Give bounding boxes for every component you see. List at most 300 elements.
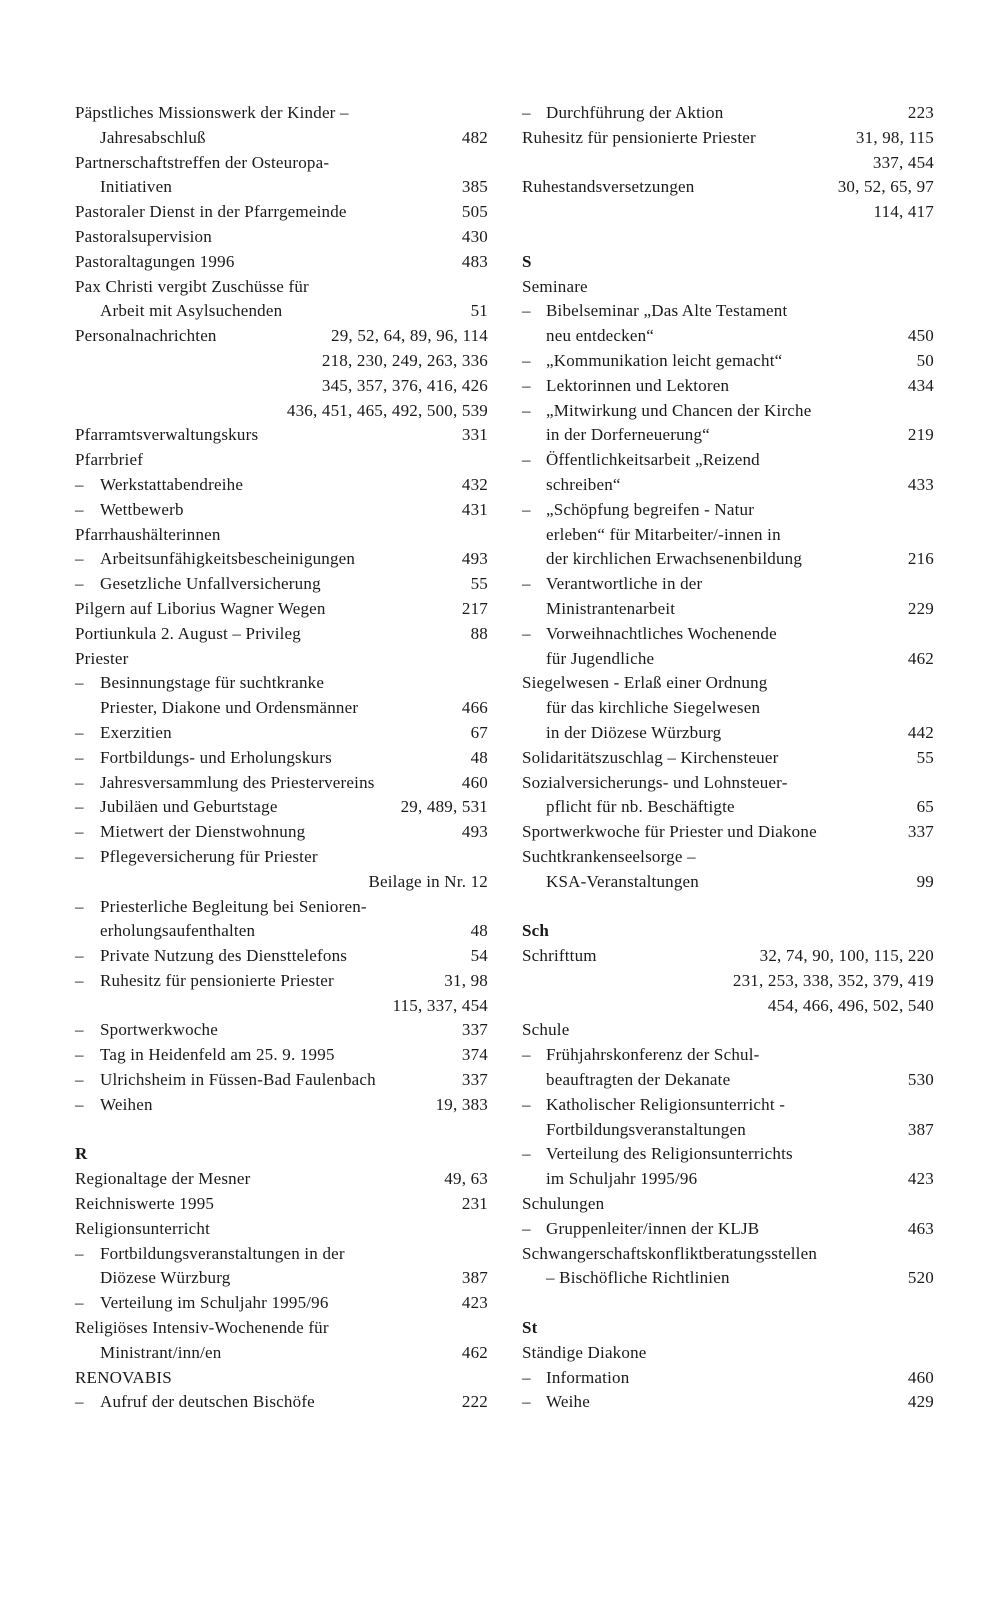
page-numbers: 423 xyxy=(907,1169,934,1189)
page-numbers: 219 xyxy=(907,425,934,445)
entry-label: Initiativen xyxy=(100,177,173,197)
entry-label: Pastoraler Dienst in der Pfarrgemeinde xyxy=(75,202,347,222)
entry-label: Tag in Heidenfeld am 25. 9. 1995 xyxy=(100,1045,335,1065)
entry-label: Schrifttum xyxy=(522,946,597,966)
index-entry xyxy=(75,299,488,324)
index-entry xyxy=(522,1043,934,1068)
index-entry xyxy=(75,275,488,300)
entry-label: Diözese Würzburg xyxy=(100,1268,231,1288)
page-numbers: 218, 230, 249, 263, 336 xyxy=(321,350,488,370)
index-entry xyxy=(522,1266,934,1291)
index-entry xyxy=(522,771,934,796)
subentry-dash: – xyxy=(522,1392,531,1412)
index-entry xyxy=(75,250,488,275)
page-numbers: 49, 63 xyxy=(444,1169,488,1189)
entry-label: neu entdecken“ xyxy=(546,326,655,346)
page-numbers: 88 xyxy=(470,623,488,643)
index-entry xyxy=(522,175,934,200)
subentry-dash: – xyxy=(522,1094,531,1114)
subentry-dash: – xyxy=(522,1218,531,1238)
entry-label: Päpstliches Missionswerk der Kinder – xyxy=(75,103,349,122)
entry-label: Besinnungstage für suchtkranke xyxy=(100,673,325,693)
entry-label: Ulrichsheim in Füssen-Bad Faulenbach xyxy=(100,1070,376,1090)
entry-label: erholungsaufenthalten xyxy=(100,921,256,941)
index-entry xyxy=(75,200,488,225)
page-numbers: 337, 454 xyxy=(872,152,934,172)
index-entry xyxy=(522,1118,934,1143)
index-entry xyxy=(522,101,934,126)
entry-label: Schwangerschaftskonfliktberatungsstellen xyxy=(522,1243,818,1263)
entry-label: Jahresabschluß xyxy=(100,127,206,147)
entry-label: Pastoralsupervision xyxy=(75,226,212,246)
index-entry xyxy=(75,151,488,176)
page-numbers: Beilage in Nr. 12 xyxy=(368,871,488,891)
entry-label: im Schuljahr 1995/96 xyxy=(546,1169,698,1189)
page-numbers: 29, 489, 531 xyxy=(400,797,488,817)
page-numbers: 431 xyxy=(461,499,488,519)
entry-label: Suchtkrankenseelsorge – xyxy=(522,846,696,866)
entry-label: erleben“ für Mitarbeiter/-innen in xyxy=(546,524,781,544)
entry-label: Siegelwesen - Erlaß einer Ordnung xyxy=(522,673,768,693)
index-entry xyxy=(522,1167,934,1192)
subentry-dash: – xyxy=(75,747,84,767)
page-numbers: 460 xyxy=(907,1367,934,1387)
entry-label: Verteilung im Schuljahr 1995/96 xyxy=(100,1293,329,1313)
index-entry xyxy=(75,721,488,746)
entry-label: Weihe xyxy=(546,1392,590,1412)
entry-label: beauftragten der Dekanate xyxy=(546,1070,731,1090)
entry-label: Vorweihnachtliches Wochenende xyxy=(546,623,777,643)
index-entry xyxy=(75,1018,488,1043)
subentry-dash: – xyxy=(75,797,84,817)
index-entry xyxy=(75,423,488,448)
subentry-dash: – xyxy=(522,301,531,321)
index-entry xyxy=(522,845,934,870)
index-entry xyxy=(75,1068,488,1093)
index-entry xyxy=(522,547,934,572)
page-numbers: 483 xyxy=(461,251,488,271)
subentry-dash: – xyxy=(522,350,531,370)
section-letter-heading xyxy=(522,1316,934,1341)
index-entry xyxy=(75,448,488,473)
index-entry xyxy=(522,523,934,548)
entry-label: Fortbildungs- und Erholungskurs xyxy=(100,747,332,767)
page-numbers: 231 xyxy=(461,1194,488,1214)
page-numbers: 55 xyxy=(470,574,488,594)
entry-label: Verantwortliche in der xyxy=(546,574,703,594)
page-numbers: 31, 98, 115 xyxy=(855,127,934,147)
index-entry xyxy=(75,101,488,126)
index-entry xyxy=(75,349,488,374)
page-numbers: 50 xyxy=(916,350,934,370)
page-numbers: 429 xyxy=(907,1392,934,1412)
page-numbers: 114, 417 xyxy=(873,202,934,222)
entry-label: Private Nutzung des Diensttelefons xyxy=(100,946,348,966)
entry-label: Religionsunterricht xyxy=(75,1218,211,1238)
index-entry xyxy=(522,324,934,349)
index-entry xyxy=(522,721,934,746)
index-entry xyxy=(75,969,488,994)
subentry-dash: – xyxy=(75,1020,84,1040)
entry-label: Fortbildungsveranstaltungen in der xyxy=(100,1243,345,1263)
page-numbers: 430 xyxy=(461,226,488,246)
page-numbers: 54 xyxy=(470,946,488,966)
entry-label: Pastoraltagungen 1996 xyxy=(75,251,235,271)
entry-label: Gruppenleiter/innen der KLJB xyxy=(546,1218,760,1238)
page-numbers: 48 xyxy=(470,747,488,767)
page-numbers: 32, 74, 90, 100, 115, 220 xyxy=(759,946,934,966)
entry-label: Pflegeversicherung für Priester xyxy=(100,846,318,866)
index-entry xyxy=(75,795,488,820)
index-entry xyxy=(522,1192,934,1217)
index-entry xyxy=(522,870,934,895)
index-entry xyxy=(75,1043,488,1068)
subentry-dash: – xyxy=(75,574,84,594)
entry-label: Fortbildungsveranstaltungen xyxy=(546,1119,746,1139)
subentry-dash: – xyxy=(75,1070,84,1090)
page-numbers: 463 xyxy=(907,1218,934,1238)
page-numbers: 29, 52, 64, 89, 96, 114 xyxy=(331,326,488,346)
index-entry xyxy=(75,175,488,200)
page-numbers: 229 xyxy=(907,598,934,618)
index-entry xyxy=(75,994,488,1019)
index-entry xyxy=(75,1093,488,1118)
page-numbers: 423 xyxy=(461,1293,488,1313)
page-numbers: 337 xyxy=(907,822,934,842)
index-entry xyxy=(75,1316,488,1341)
entry-label: für Jugendliche xyxy=(546,648,655,668)
subentry-dash: – xyxy=(522,103,531,122)
index-entry xyxy=(75,1242,488,1267)
subentry-dash: – xyxy=(522,574,531,594)
entry-label: Lektorinnen und Lektoren xyxy=(546,375,730,395)
section-spacer xyxy=(522,1291,934,1316)
subentry-dash: – xyxy=(75,1094,84,1114)
index-entry xyxy=(75,944,488,969)
entry-label: Pfarrbrief xyxy=(75,450,144,470)
page-numbers: 374 xyxy=(461,1045,488,1065)
index-entry xyxy=(522,994,934,1019)
entry-label: Exerzitien xyxy=(100,722,172,742)
entry-label: Arbeitsunfähigkeitsbescheinigungen xyxy=(100,549,356,569)
section-spacer xyxy=(522,225,934,250)
page-numbers: 433 xyxy=(907,474,934,494)
entry-label: Sozialversicherungs- und Lohnsteuer- xyxy=(522,772,788,792)
page-numbers: 505 xyxy=(461,202,488,222)
entry-label: pflicht für nb. Beschäftigte xyxy=(546,797,735,817)
index-entry xyxy=(75,1192,488,1217)
page-numbers: 217 xyxy=(461,598,488,618)
page-numbers: 530 xyxy=(907,1070,934,1090)
page-numbers: 223 xyxy=(907,103,934,122)
page-numbers: 345, 357, 376, 416, 426 xyxy=(321,375,488,395)
page-numbers: 462 xyxy=(461,1342,488,1362)
index-entry xyxy=(75,547,488,572)
page-numbers: 51 xyxy=(470,301,488,321)
index-entry xyxy=(522,126,934,151)
entry-label: Bibelseminar „Das Alte Testament xyxy=(546,301,788,321)
index-entry xyxy=(522,423,934,448)
index-entry xyxy=(522,944,934,969)
subentry-dash: – xyxy=(75,1045,84,1065)
entry-label: Ständige Diakone xyxy=(522,1342,647,1362)
index-entry xyxy=(522,622,934,647)
subentry-dash: – xyxy=(522,400,531,420)
index-entry xyxy=(75,1266,488,1291)
page-numbers: 231, 253, 338, 352, 379, 419 xyxy=(732,970,934,990)
subentry-dash: – xyxy=(522,1144,531,1164)
entry-label: Gesetzliche Unfallversicherung xyxy=(100,574,321,594)
entry-label: Information xyxy=(546,1367,630,1387)
entry-label: Sportwerkwoche für Priester und Diakone xyxy=(522,822,817,842)
subentry-dash: – xyxy=(75,1293,84,1313)
page-numbers: 432 xyxy=(461,474,488,494)
subentry-dash: – xyxy=(75,772,84,792)
subentry-dash: – xyxy=(75,499,84,519)
index-entry xyxy=(75,374,488,399)
page-numbers: 331 xyxy=(461,425,488,445)
entry-label: Arbeit mit Asylsuchenden xyxy=(100,301,283,321)
heading-text: R xyxy=(75,1144,88,1164)
subentry-dash: – xyxy=(522,1045,531,1065)
entry-label: Jubiläen und Geburtstage xyxy=(100,797,278,817)
entry-label: Katholischer Religionsunterricht - xyxy=(546,1094,786,1114)
index-entry xyxy=(522,1366,934,1391)
entry-label: Sportwerkwoche xyxy=(100,1020,218,1040)
index-entry xyxy=(522,1018,934,1043)
page-numbers: 434 xyxy=(907,375,934,395)
index-entry xyxy=(522,299,934,324)
entry-label: Weihen xyxy=(100,1094,153,1114)
subentry-dash: – xyxy=(522,499,531,519)
entry-label: Durchführung der Aktion xyxy=(546,103,724,122)
page-numbers: 65 xyxy=(916,797,934,817)
page-numbers: 460 xyxy=(461,772,488,792)
index-entry xyxy=(522,1217,934,1242)
entry-label: Ruhesitz für pensionierte Priester xyxy=(522,127,756,147)
index-entry xyxy=(75,895,488,920)
page-numbers: 387 xyxy=(907,1119,934,1139)
index-entry xyxy=(522,696,934,721)
subentry-dash: – xyxy=(75,1243,84,1263)
page-numbers: 462 xyxy=(907,648,934,668)
entry-label: Mietwert der Dienstwohnung xyxy=(100,822,306,842)
page-numbers: 48 xyxy=(470,921,488,941)
entry-label: Pilgern auf Liborius Wagner Wegen xyxy=(75,598,326,618)
index-entry xyxy=(75,746,488,771)
page-numbers: 482 xyxy=(461,127,488,147)
entry-label: Solidaritätszuschlag – Kirchensteuer xyxy=(522,747,779,767)
page-numbers: 466 xyxy=(461,698,488,718)
index-entry xyxy=(75,919,488,944)
index-entry xyxy=(75,473,488,498)
entry-label: Aufruf der deutschen Bischöfe xyxy=(100,1392,315,1412)
subentry-dash: – xyxy=(75,1392,84,1412)
index-entry xyxy=(522,1142,934,1167)
entry-label: in der Diözese Würzburg xyxy=(546,722,722,742)
index-entry xyxy=(522,746,934,771)
entry-label: Personalnachrichten xyxy=(75,326,217,346)
section-spacer xyxy=(75,1118,488,1143)
index-entry xyxy=(522,399,934,424)
page-numbers: 99 xyxy=(916,871,934,891)
page-numbers: 450 xyxy=(907,326,934,346)
entry-label: Reichniswerte 1995 xyxy=(75,1194,215,1214)
index-entry xyxy=(522,200,934,225)
entry-label: Priester xyxy=(75,648,129,668)
index-entry xyxy=(522,795,934,820)
entry-label: Ruhesitz für pensionierte Priester xyxy=(100,970,334,990)
page-numbers: 31, 98 xyxy=(444,970,488,990)
subentry-dash: – xyxy=(522,375,531,395)
index-entry xyxy=(75,1217,488,1242)
index-entry xyxy=(522,1093,934,1118)
index-entry xyxy=(522,1341,934,1366)
index-entry xyxy=(522,647,934,672)
page-numbers: 337 xyxy=(461,1070,488,1090)
entry-label: Portiunkula 2. August – Privileg xyxy=(75,623,301,643)
index-entry xyxy=(75,1366,488,1391)
subentry-dash: – xyxy=(75,822,84,842)
heading-text: S xyxy=(522,251,532,271)
subentry-dash: – xyxy=(522,623,531,643)
section-letter-heading xyxy=(75,1142,488,1167)
index-entry xyxy=(75,523,488,548)
index-entry xyxy=(75,572,488,597)
page-numbers: 436, 451, 465, 492, 500, 539 xyxy=(286,400,488,420)
index-entry xyxy=(522,671,934,696)
entry-label: Regionaltage der Mesner xyxy=(75,1169,251,1189)
index-entry xyxy=(75,1291,488,1316)
entry-label: Schule xyxy=(522,1020,570,1040)
entry-label: Jahresversammlung des Priestervereins xyxy=(100,772,375,792)
entry-label: Seminare xyxy=(522,276,588,296)
page-numbers: 442 xyxy=(907,722,934,742)
entry-label: Partnerschaftstreffen der Osteuropa- xyxy=(75,152,330,172)
entry-label: Priester, Diakone und Ordensmänner xyxy=(100,698,359,718)
index-entry xyxy=(522,374,934,399)
index-entry xyxy=(75,126,488,151)
subentry-dash: – xyxy=(75,970,84,990)
subentry-dash: – xyxy=(522,1367,531,1387)
page-numbers: 67 xyxy=(470,722,488,742)
subentry-dash: – xyxy=(75,673,84,693)
entry-label: Ruhestandsversetzungen xyxy=(522,177,695,197)
entry-label: „Schöpfung begreifen - Natur xyxy=(546,499,755,519)
index-entry xyxy=(522,349,934,374)
entry-label: für das kirchliche Siegelwesen xyxy=(546,698,761,718)
page-numbers: 454, 466, 496, 502, 540 xyxy=(767,995,934,1015)
heading-text: St xyxy=(522,1318,538,1338)
subentry-dash: – xyxy=(75,722,84,742)
index-entry xyxy=(522,498,934,523)
entry-label: Pax Christi vergibt Zuschüsse für xyxy=(75,276,309,296)
subentry-dash: – xyxy=(75,549,84,569)
index-entry xyxy=(75,820,488,845)
page-numbers: 216 xyxy=(907,549,934,569)
page-numbers: 385 xyxy=(461,177,488,197)
subentry-dash: – xyxy=(522,450,531,470)
page-numbers: 30, 52, 65, 97 xyxy=(837,177,934,197)
subentry-dash: – xyxy=(75,474,84,494)
entry-label: – Bischöfliche Richtlinien xyxy=(546,1268,730,1288)
entry-label: der kirchlichen Erwachsenenbildung xyxy=(546,549,803,569)
index-entry xyxy=(522,448,934,473)
page-numbers: 222 xyxy=(461,1392,488,1412)
index-entry xyxy=(75,845,488,870)
page-numbers: 115, 337, 454 xyxy=(392,995,488,1015)
index-entry xyxy=(75,671,488,696)
page-numbers: 55 xyxy=(916,747,934,767)
entry-label: Frühjahrskonferenz der Schul- xyxy=(546,1045,760,1065)
page-numbers: 19, 383 xyxy=(435,1094,488,1114)
page-numbers: 387 xyxy=(461,1268,488,1288)
heading-text: Sch xyxy=(522,921,550,941)
entry-label: Ministrantenarbeit xyxy=(546,598,676,618)
index-entry xyxy=(522,969,934,994)
index-entry xyxy=(75,647,488,672)
index-entry xyxy=(75,1341,488,1366)
section-letter-heading xyxy=(522,919,934,944)
index-entry xyxy=(522,151,934,176)
index-entry xyxy=(75,1390,488,1415)
entry-label: Ministrant/inn/en xyxy=(100,1342,222,1362)
entry-label: Pfarramtsverwaltungskurs xyxy=(75,425,259,445)
entry-label: Werkstattabendreihe xyxy=(100,474,244,494)
section-spacer xyxy=(522,895,934,920)
index-entry xyxy=(522,820,934,845)
entry-label: RENOVABIS xyxy=(75,1367,172,1387)
index-entry xyxy=(75,622,488,647)
index-entry xyxy=(75,771,488,796)
index-column-left xyxy=(75,101,488,1415)
entry-label: Religiöses Intensiv-Wochenende für xyxy=(75,1318,329,1338)
index-entry xyxy=(75,597,488,622)
index-entry xyxy=(75,399,488,424)
index-entry xyxy=(522,572,934,597)
entry-label: Öffentlichkeitsarbeit „Reizend xyxy=(546,450,760,470)
index-column-right xyxy=(522,101,934,1415)
page-numbers: 520 xyxy=(907,1268,934,1288)
entry-label: „Kommunikation leicht gemacht“ xyxy=(546,350,783,370)
entry-label: Verteilung des Religionsunterrichts xyxy=(546,1144,793,1164)
index-entry xyxy=(522,1390,934,1415)
subentry-dash: – xyxy=(75,846,84,866)
index-entry xyxy=(522,275,934,300)
index-entry xyxy=(75,1167,488,1192)
index-entry xyxy=(75,324,488,349)
page-numbers: 493 xyxy=(461,822,488,842)
entry-label: „Mitwirkung und Chancen der Kirche xyxy=(546,400,812,420)
index-entry xyxy=(75,225,488,250)
subentry-dash: – xyxy=(75,896,84,916)
subentry-dash: – xyxy=(75,946,84,966)
entry-label: Wettbewerb xyxy=(100,499,184,519)
entry-label: Schulungen xyxy=(522,1194,605,1214)
index-entry xyxy=(522,1242,934,1267)
entry-label: schreiben“ xyxy=(546,474,621,494)
section-letter-heading xyxy=(522,250,934,275)
entry-label: Priesterliche Begleitung bei Senioren- xyxy=(100,896,367,916)
page-numbers: 337 xyxy=(461,1020,488,1040)
page-numbers: 493 xyxy=(461,549,488,569)
index-entry xyxy=(75,498,488,523)
index-entry xyxy=(522,473,934,498)
index-entry xyxy=(75,696,488,721)
index-entry xyxy=(522,597,934,622)
entry-label: in der Dorferneuerung“ xyxy=(546,425,710,445)
index-entry xyxy=(75,870,488,895)
